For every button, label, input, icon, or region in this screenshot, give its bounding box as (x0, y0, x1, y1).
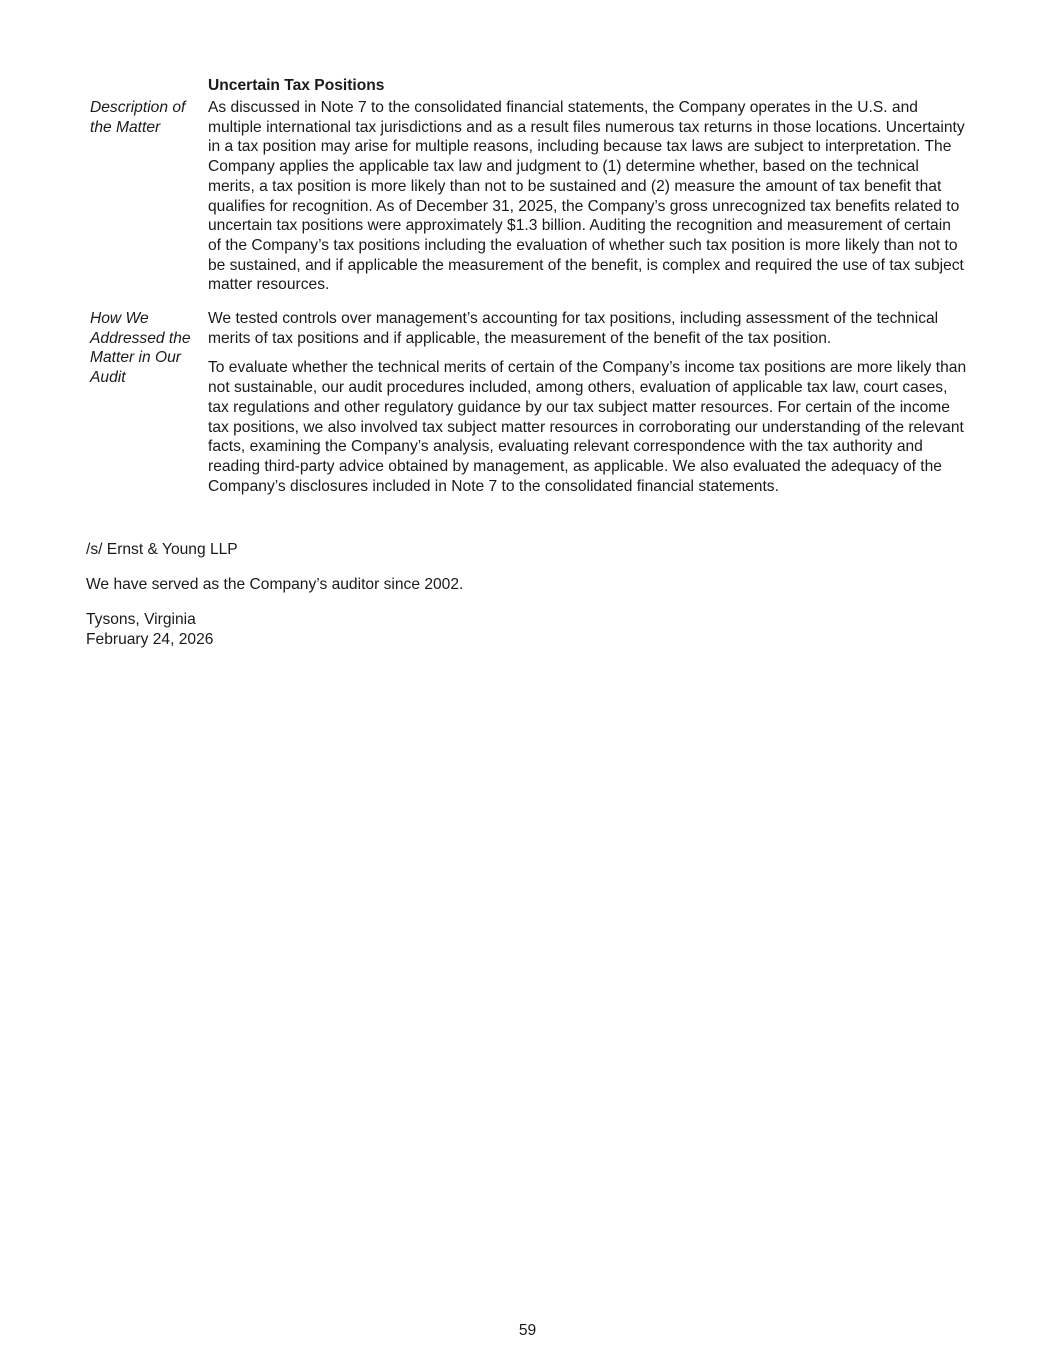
description-body (208, 98, 968, 295)
signing-date: February 24, 2026 (86, 631, 214, 648)
auditor-signature: /s/ Ernst & Young LLP (86, 541, 238, 558)
how-we-addressed-body (208, 309, 968, 496)
signing-location: Tysons, Virginia (86, 611, 196, 628)
section-title: Uncertain Tax Positions (208, 77, 385, 94)
audit-paragraph-controls: We tested controls over management’s accounting for tax positions, including assessment of the technical merits of tax positions and if applicable, the measurement of the benefit of the tax position. (208, 310, 939, 347)
how-we-addressed-label: How We Addressed the Matter in Our Audit (90, 310, 191, 387)
auditor-tenure-statement: We have served as the Company’s auditor since 2002. (86, 576, 464, 593)
description-paragraph: As discussed in Note 7 to the consolidated financial statements, the Company operates in the U.S. and multiple international tax jurisdictions and as a result files numerous tax returns in those locations. Uncertainty in a tax position may arise for multiple reasons, including because tax laws are subject to interpretation. The Company applies the applicable tax law and judgment to (1) determine whether, based on the technical merits, a tax position is more likely than not to be sustained and (2) measure the amount of tax benefit that qualifies for recognition. As of December 31, 2025, the Company’s gross unrecognized tax benefits related to uncertain tax positions were approximately $1.3 billion. Auditing the recognition and measurement of certain of the Company’s tax positions including the evaluation of whether such tax position is more likely than not to be sustained, and if applicable the measurement of the benefit, is complex and required the use of tax subject matter resources. (208, 99, 965, 294)
description-label: Description of the Matter (90, 99, 186, 136)
audit-paragraph-procedures: To evaluate whether the technical merits of certain of the Company’s income tax positions are more likely than not sustainable, our audit procedures included, among others, evaluation of applicable tax law, court cases, tax regulations and other regulatory guidance by our tax subject matter resources. For certain of the income tax positions, we also involved tax subject matter resources in corroborating our understanding of the relevant facts, examining the Company’s analysis, evaluating relevant correspondence with the tax authority and reading third-party advice obtained by management, as applicable. We also evaluated the adequacy of the Company’s disclosures included in Note 7 to the consolidated financial statements. (208, 359, 967, 495)
page-number: 59 (518, 1322, 537, 1339)
